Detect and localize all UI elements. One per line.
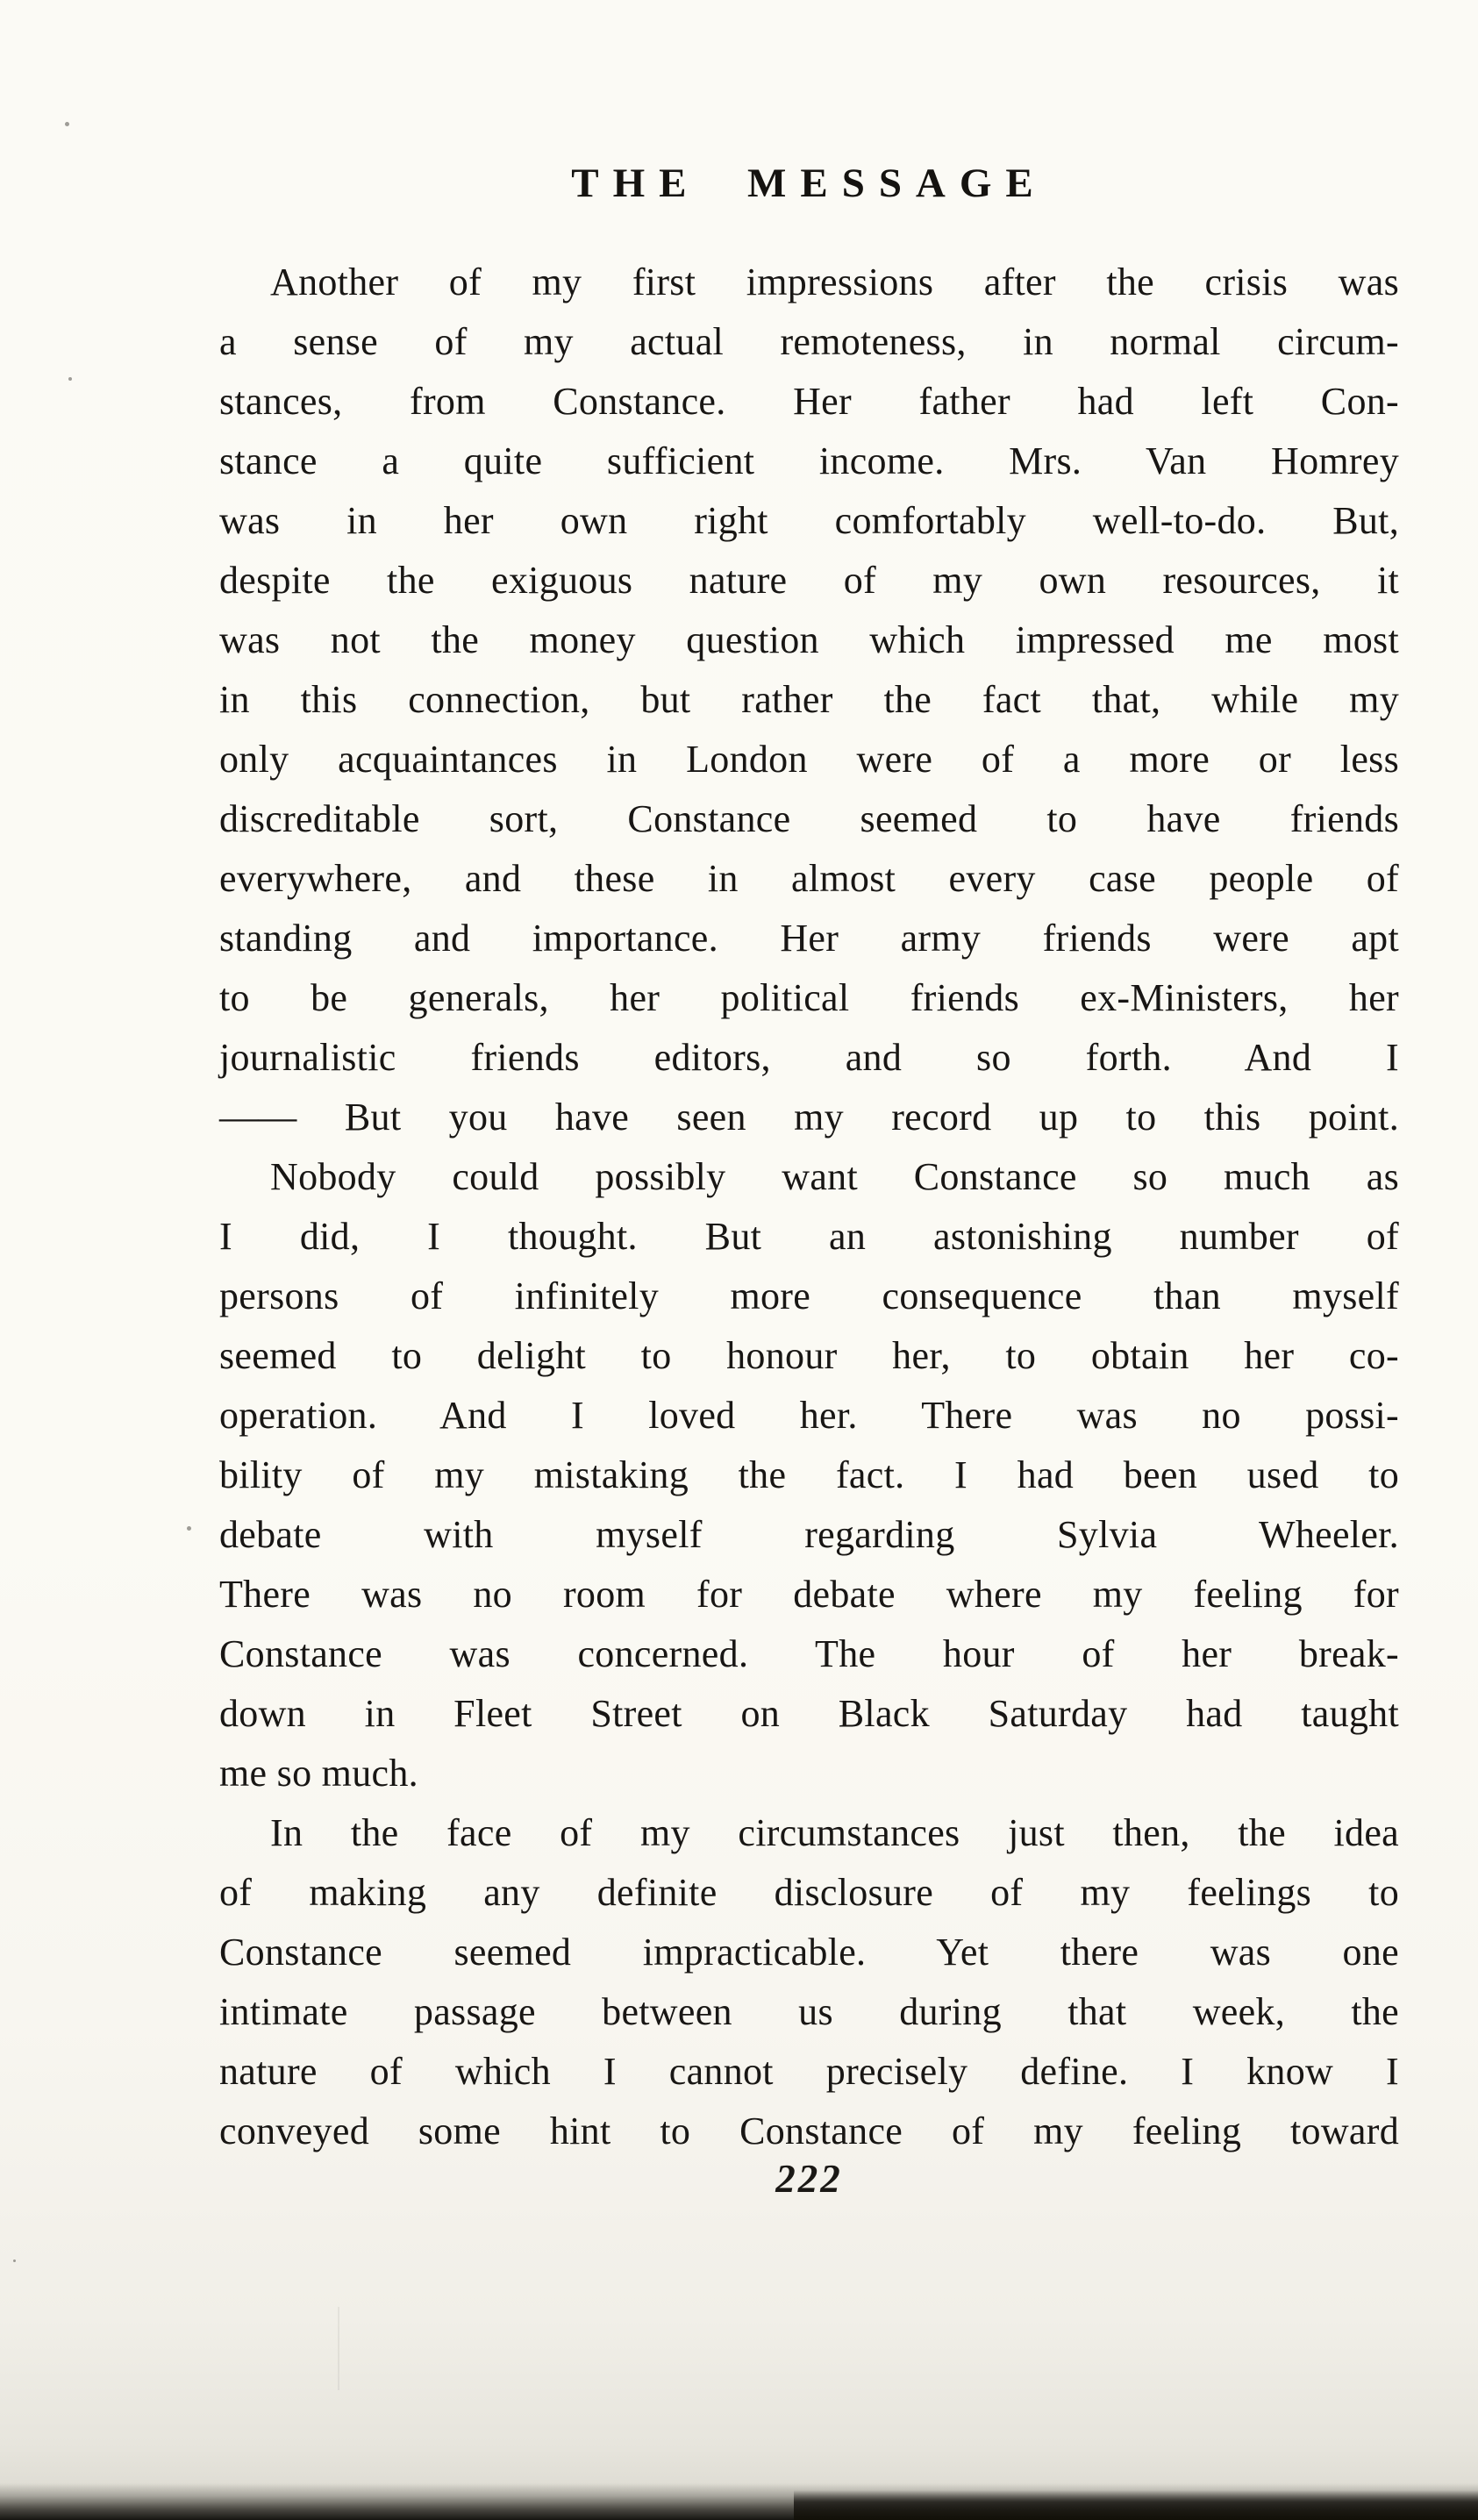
scan-speck bbox=[68, 377, 72, 381]
text-line: Constance was concerned. The hour of her break- bbox=[219, 1632, 1399, 1675]
scan-speck bbox=[65, 122, 69, 126]
paragraph bbox=[219, 1147, 1399, 1803]
paragraph bbox=[219, 253, 1399, 1147]
text-line: Nobody could possibly want Constance so much as bbox=[270, 1155, 1399, 1198]
text-line: intimate passage between us during that week, the bbox=[219, 1990, 1399, 2033]
scan-edge-shadow-right bbox=[794, 2490, 1478, 2520]
text-line: There was no room for debate where my feeling for bbox=[219, 1573, 1399, 1616]
scan-crease bbox=[338, 2307, 339, 2390]
text-line: down in Fleet Street on Black Saturday had taught bbox=[219, 1692, 1399, 1735]
text-line: persons of infinitely more consequence than myself bbox=[219, 1274, 1399, 1317]
text-line: in this connection, but rather the fact that, while my bbox=[219, 678, 1399, 721]
text-line: stances, from Constance. Her father had left Con- bbox=[219, 380, 1399, 423]
text-line: —— But you have seen my record up to this point. bbox=[219, 1096, 1399, 1139]
text-line: operation. And I loved her. There was no possi- bbox=[219, 1394, 1399, 1437]
text-line: debate with myself regarding Sylvia Wheeler. bbox=[219, 1513, 1399, 1556]
page-title: THE MESSAGE bbox=[571, 161, 1047, 206]
text-block bbox=[219, 253, 1399, 2161]
text-line: Constance seemed impracticable. Yet there was one bbox=[219, 1931, 1399, 1974]
text-line: of making any definite disclosure of my feelings to bbox=[219, 1871, 1399, 1914]
text-line: conveyed some hint to Constance of my feeling toward bbox=[219, 2110, 1399, 2152]
text-line: everywhere, and these in almost every case people of bbox=[219, 857, 1399, 900]
text-line: stance a quite sufficient income. Mrs. Van Homrey bbox=[219, 439, 1399, 482]
text-line: journalistic friends editors, and so forth. And I bbox=[219, 1036, 1399, 1079]
paragraph bbox=[219, 1803, 1399, 2161]
text-line: In the face of my circumstances just then, the idea bbox=[270, 1811, 1399, 1854]
text-line: was in her own right comfortably well-to-do. But, bbox=[219, 499, 1399, 542]
text-line: I did, I thought. But an astonishing number of bbox=[219, 1215, 1399, 1258]
text-line: Another of my first impressions after the crisis was bbox=[270, 261, 1399, 303]
text-line: to be generals, her political friends ex-Ministers, her bbox=[219, 976, 1399, 1019]
text-line: only acquaintances in London were of a more or less bbox=[219, 738, 1399, 781]
text-line: bility of my mistaking the fact. I had been used to bbox=[219, 1453, 1399, 1496]
scan-speck bbox=[187, 1526, 191, 1531]
text-line: was not the money question which impressed me most bbox=[219, 618, 1399, 661]
text-line: discreditable sort, Constance seemed to have friends bbox=[219, 797, 1399, 840]
text-line: despite the exiguous nature of my own resources, it bbox=[219, 559, 1399, 602]
text-line: a sense of my actual remoteness, in normal circum- bbox=[219, 320, 1399, 363]
text-line: standing and importance. Her army friends were apt bbox=[219, 917, 1399, 960]
page-number: 222 bbox=[775, 2157, 843, 2201]
text-line: seemed to delight to honour her, to obtain her co- bbox=[219, 1334, 1399, 1377]
text-line: nature of which I cannot precisely define. I know I bbox=[219, 2050, 1399, 2093]
text-line: me so much. bbox=[219, 1752, 418, 1795]
scan-speck bbox=[13, 2259, 16, 2262]
